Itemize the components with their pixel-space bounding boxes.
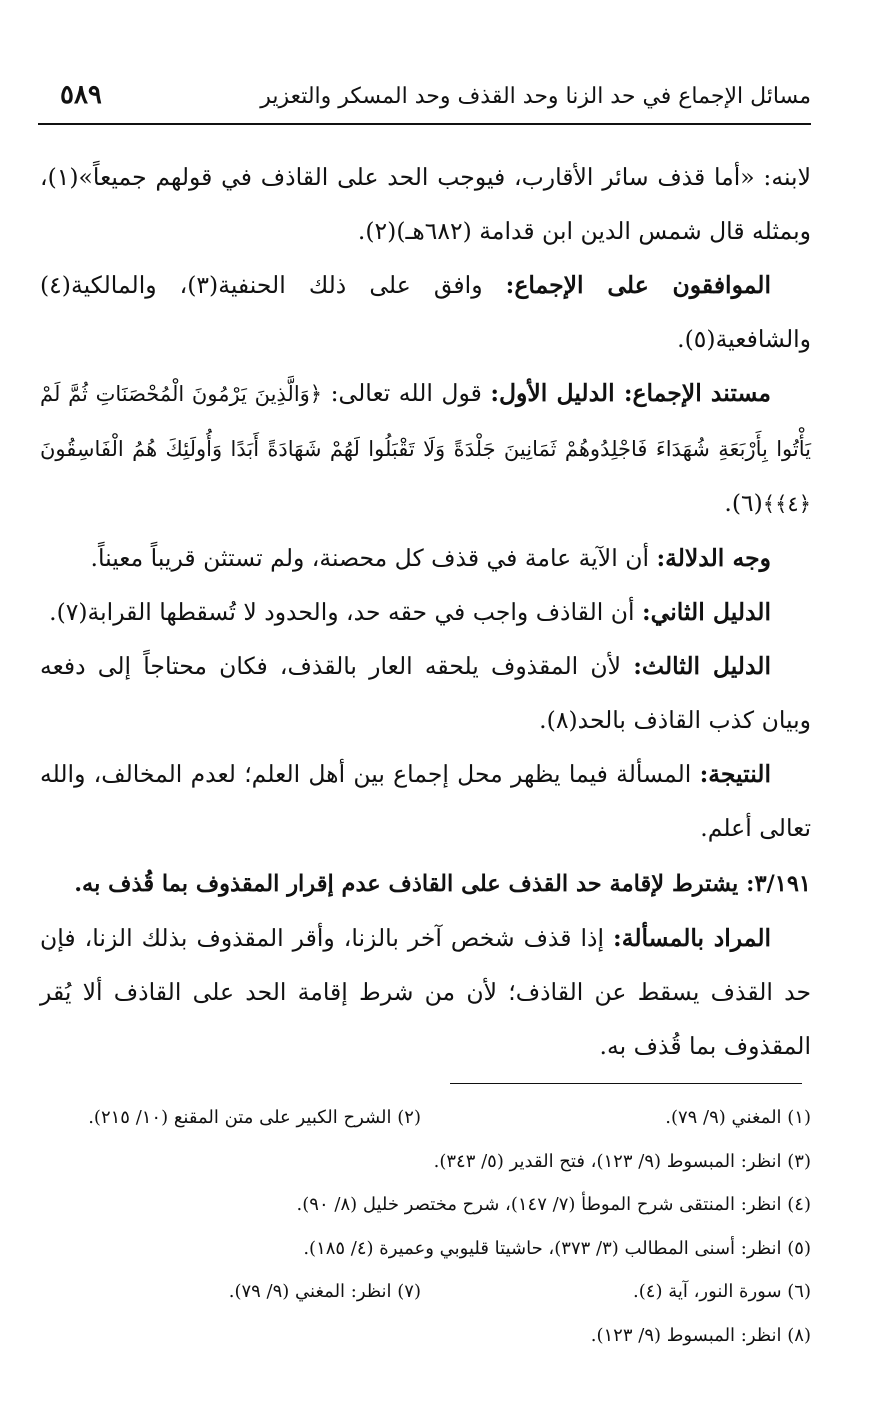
paragraph-meaning: المراد بالمسألة: إذا قذف شخص آخر بالزنا، وأقر المقذوف بذلك الزنا، فإن حد القذف يسقط عن القاذف؛ لأن من شرط إقامة الحد على القاذف ألا يُقر المقذوف بما قُذف به. (40, 924, 811, 1060)
paragraph-evidence-2: الدليل الثاني: أن القاذف واجب في حقه حد، والحدود لا تُسقطها القرابة(٧). (49, 598, 771, 626)
label-meaning: المراد بالمسألة: (613, 924, 772, 952)
label-indication: وجه الدلالة: (656, 544, 771, 572)
issue-heading: ٣/١٩١: يشترط لإقامة حد القذف على القاذف عدم إقرار المقذوف بما قُذف به. (74, 871, 811, 897)
footnote-line (40, 1096, 811, 1140)
footnote-line (40, 1270, 811, 1314)
paragraph-quote: لابنه: «أما قذف سائر الأقارب، فيوجب الحد على القاذف في قولهم جميعاً»(١)، وبمثله قال شمس الدين ابن قدامة (٦٨٢هـ)(٢). (40, 163, 811, 245)
footnotes (40, 1096, 811, 1357)
footnote-3: (٣) انظر: المبسوط (٩/ ١٢٣)، فتح القدير (٥/ ٣٤٣). (433, 1150, 811, 1172)
paragraph-indication: وجه الدلالة: أن الآية عامة في قذف كل محصنة، ولم تستثن قريباً معيناً. (90, 544, 771, 572)
paragraph-evidence-3: الدليل الثالث: لأن المقذوف يلحقه العار بالقذف، فكان محتاجاً إلى دفعه وبيان كذب القاذف بالحد(٨). (40, 652, 811, 734)
footnote-line (40, 1183, 811, 1227)
header-rule (38, 123, 811, 125)
footnote-rule (450, 1083, 802, 1084)
footnote-7: (٧) انظر: المغني (٩/ ٧٩). (228, 1281, 421, 1302)
footnote-line (40, 1227, 811, 1271)
footnote-4: (٤) انظر: المنتقى شرح الموطأ (٧/ ١٤٧)، شرح مختصر خليل (٨/ ٩٠). (296, 1194, 811, 1215)
footnote-5: (٥) انظر: أسنى المطالب (٣/ ٣٧٣)، حاشيتا قليوبي وعميرة (٤/ ١٨٥). (303, 1237, 811, 1259)
paragraph-result: النتيجة: المسألة فيما يظهر محل إجماع بين أهل العلم؛ لعدم المخالف، والله تعالى أعلم. (40, 760, 811, 842)
running-header (40, 80, 811, 120)
label-evidence-1: مستند الإجماع: الدليل الأول: (490, 379, 771, 407)
label-evidence-2: الدليل الثاني: (642, 598, 771, 626)
page-number: ٥٨٩ (60, 80, 102, 110)
footnote-6: (٦) سورة النور، آية (٤). (633, 1281, 811, 1302)
main-text (40, 150, 811, 1073)
footnote-8: (٨) انظر: المبسوط (٩/ ١٢٣). (590, 1324, 811, 1346)
footnote-1: (١) المغني (٩/ ٧٩). (665, 1107, 811, 1128)
label-agreeing: الموافقون على الإجماع: (505, 271, 771, 299)
paragraph-evidence-1: مستند الإجماع: الدليل الأول: قول الله تعالى: ﴿وَالَّذِينَ يَرْمُونَ الْمُحْصَنَاتِ ثُمَّ لَمْ يَأْتُوا بِأَرْبَعَةِ شُهَدَاءَ فَاجْلِدُوهُمْ ثَمَانِينَ جَلْدَةً وَلَا تَقْبَلُوا لَهُمْ شَهَادَةً أَبَدًا وَأُولَئِكَ هُمُ الْفَاسِقُونَ ﴿٤﴾﴾(٦). (40, 379, 811, 517)
paragraph-agreeing: الموافقون على الإجماع: وافق على ذلك الحنفية(٣)، والمالكية(٤) والشافعية(٥). (40, 271, 811, 353)
footnote-2: (٢) الشرح الكبير على متن المقنع (١٠/ ٢١٥). (88, 1107, 421, 1128)
running-title: مسائل الإجماع في حد الزنا وحد القذف وحد المسكر والتعزير (260, 84, 811, 109)
label-evidence-3: الدليل الثالث: (633, 652, 771, 680)
footnote-line (40, 1314, 811, 1358)
label-result: النتيجة: (699, 760, 771, 788)
quran-verse: ﴿وَالَّذِينَ يَرْمُونَ الْمُحْصَنَاتِ ثُمَّ لَمْ يَأْتُوا بِأَرْبَعَةِ شُهَدَاءَ فَاجْلِدُوهُمْ ثَمَانِينَ جَلْدَةً وَلَا تَقْبَلُوا لَهُمْ شَهَادَةً أَبَدًا وَأُولَئِكَ هُمُ الْفَاسِقُونَ ﴿٤﴾﴾ (40, 382, 811, 516)
footnote-line (40, 1140, 811, 1184)
